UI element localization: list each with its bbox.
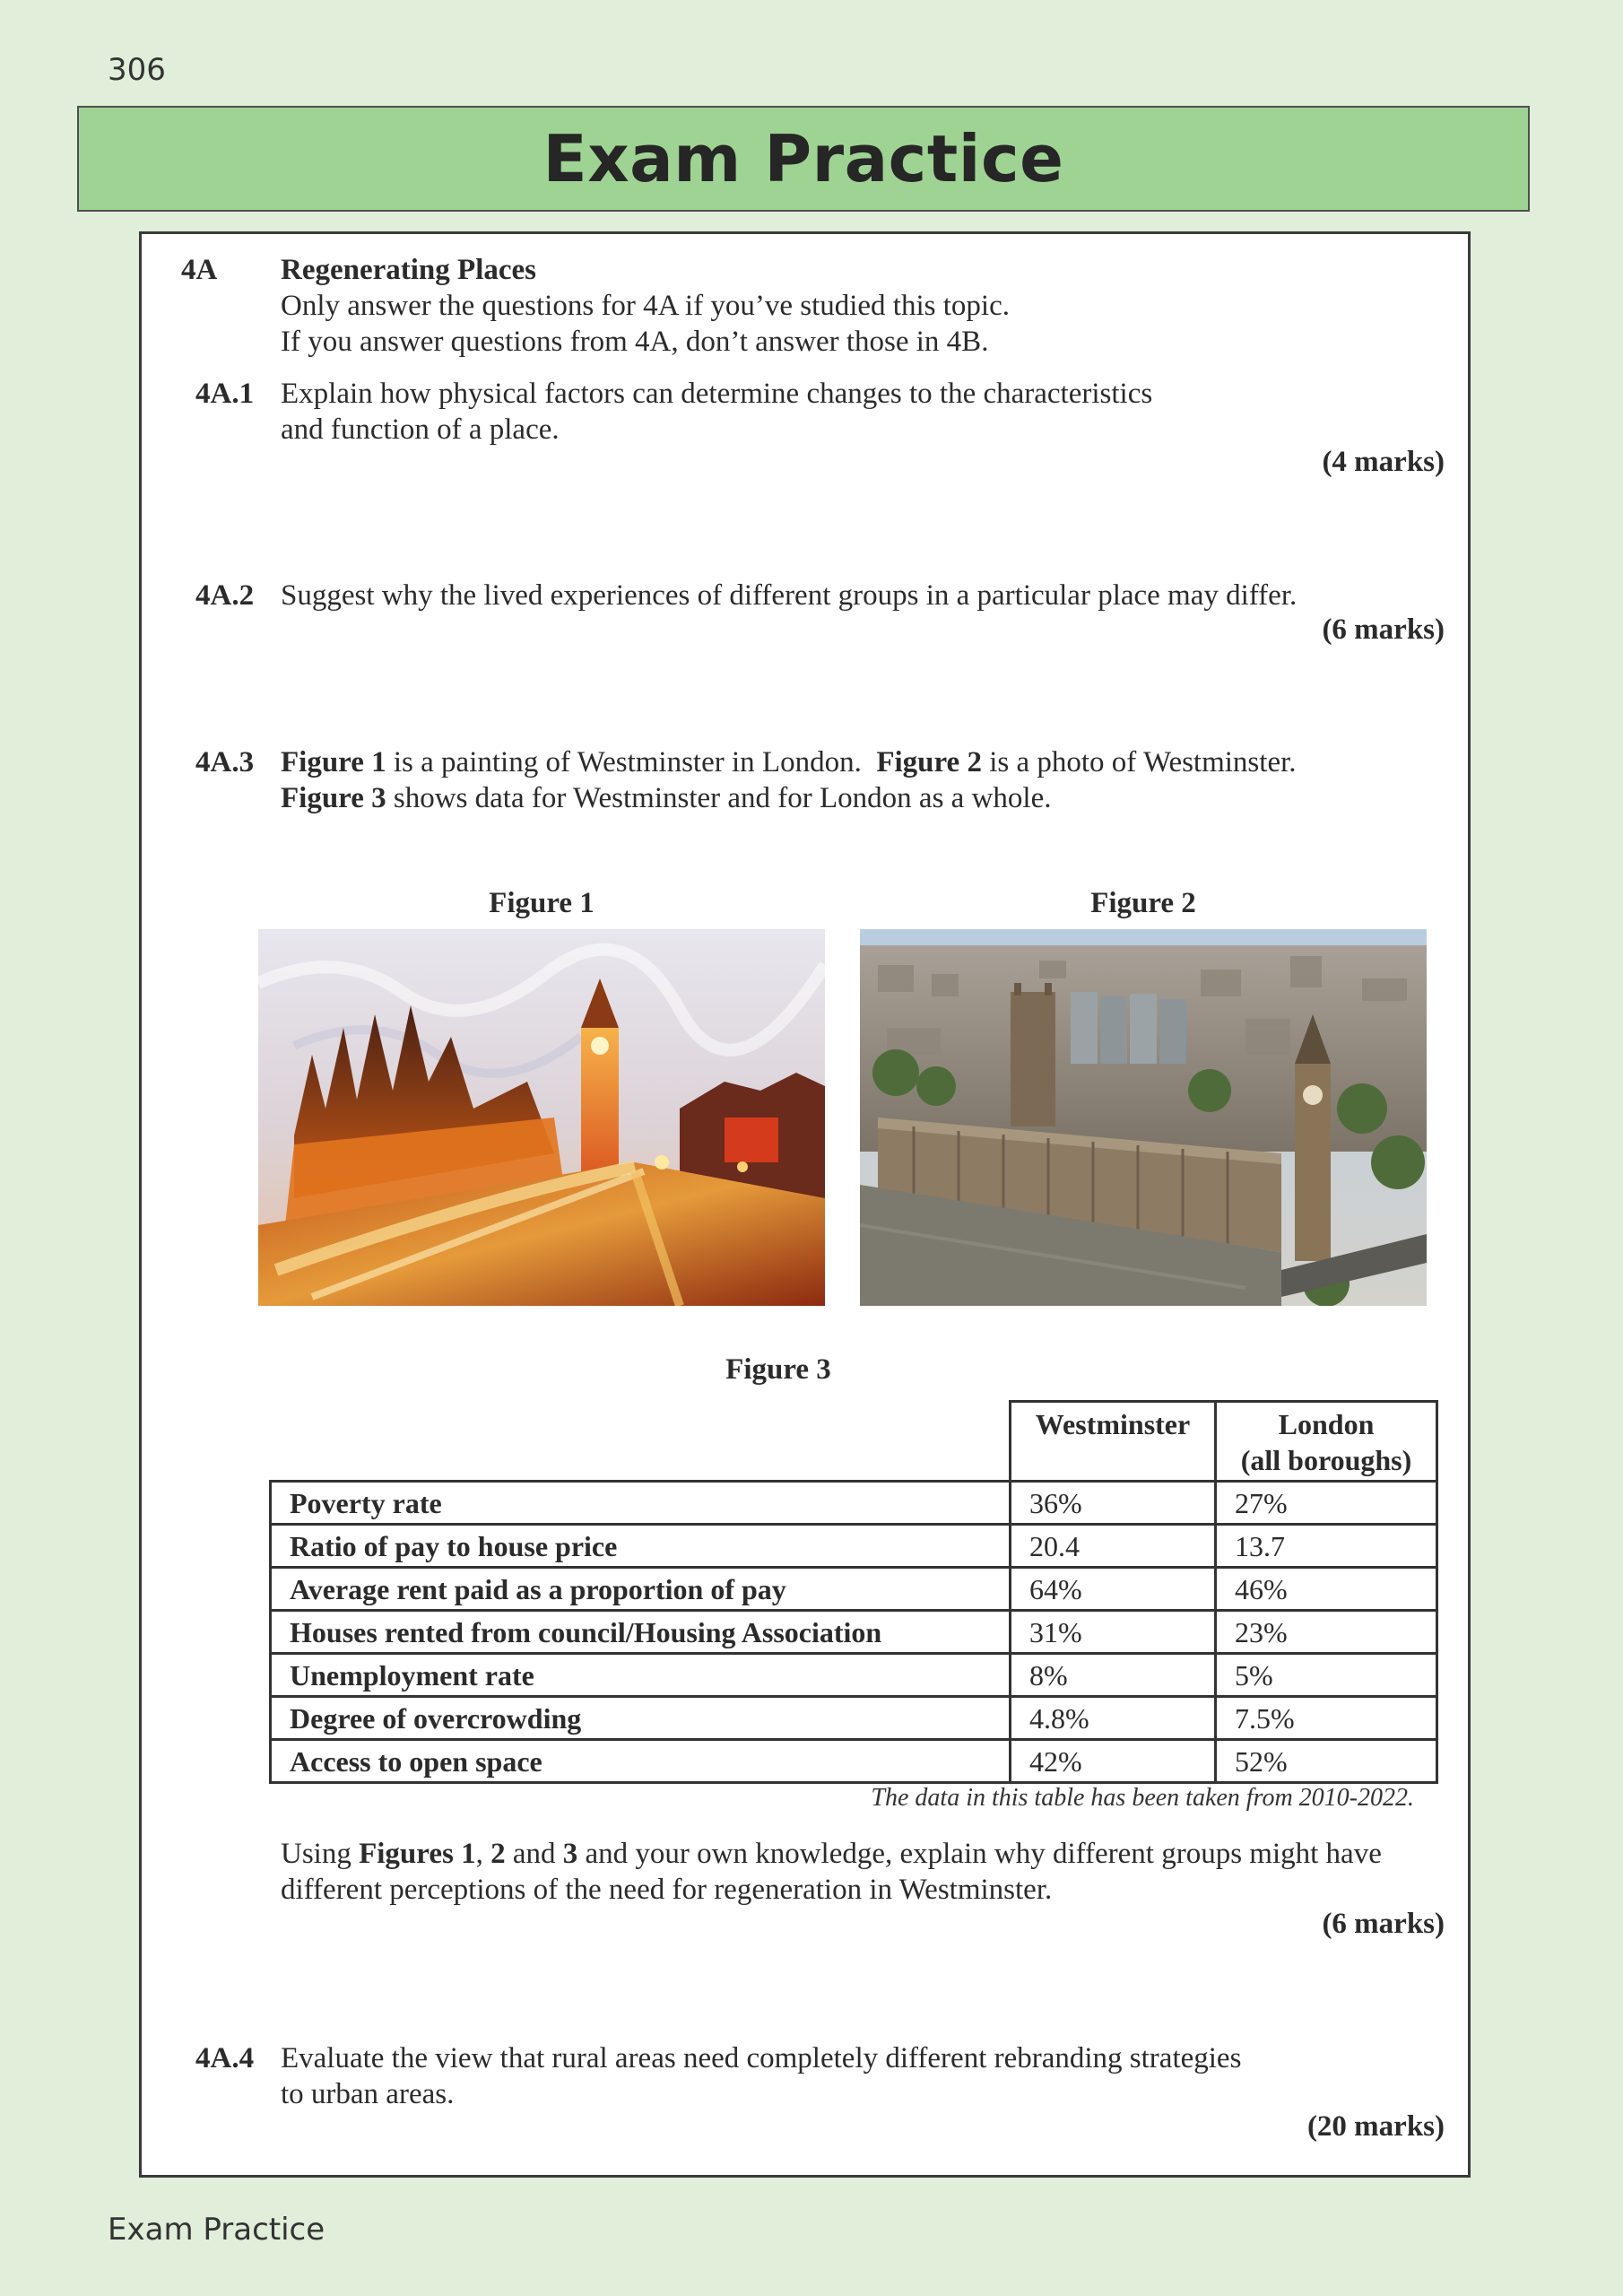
column-header-westminster: Westminster bbox=[1011, 1402, 1216, 1482]
row-label: Degree of overcrowding bbox=[271, 1697, 1011, 1740]
page-title: Exam Practice bbox=[542, 121, 1064, 196]
prompt-part-g: and your own knowledge, explain why different groups might have bbox=[577, 1838, 1382, 1870]
figure-2-caption: Figure 2 bbox=[1090, 887, 1196, 919]
table-source-note: The data in this table has been taken from 2010-2022. bbox=[871, 1784, 1414, 1812]
london-value: 46% bbox=[1216, 1568, 1437, 1611]
table-row bbox=[271, 1654, 1437, 1697]
question-4a3-prompt-line-2: different perceptions of the need for regeneration in Westminster. bbox=[281, 1874, 1053, 1906]
row-label: Ratio of pay to house price bbox=[271, 1525, 1011, 1568]
section-line-1: Only answer the questions for 4A if you’ve studied this topic. bbox=[281, 290, 1010, 322]
question-number-4a2: 4A.2 bbox=[195, 579, 255, 612]
row-label: Average rent paid as a proportion of pay bbox=[271, 1568, 1011, 1611]
column-header-london-line-2: (all boroughs) bbox=[1240, 1444, 1412, 1476]
section-line-2: If you answer questions from 4A, don’t answer those in 4B. bbox=[281, 326, 989, 358]
prompt-figure-2-ref: 2 bbox=[490, 1838, 506, 1870]
section-intro bbox=[281, 252, 1010, 360]
question-4a3-intro-line-1 bbox=[281, 744, 1297, 780]
question-4a3-marks: (6 marks) bbox=[1322, 1908, 1445, 1940]
london-value: 27% bbox=[1216, 1482, 1437, 1525]
table-header-blank bbox=[271, 1402, 1011, 1482]
question-paper bbox=[139, 231, 1471, 2178]
row-label: Access to open space bbox=[271, 1740, 1011, 1783]
question-4a1-line-2: and function of a place. bbox=[281, 413, 560, 446]
london-value: 52% bbox=[1216, 1740, 1437, 1783]
column-header-london-line-1: London bbox=[1278, 1408, 1375, 1440]
row-label: Unemployment rate bbox=[271, 1654, 1011, 1697]
section-title: Regenerating Places bbox=[281, 254, 536, 286]
table-header-row bbox=[271, 1402, 1437, 1482]
london-value: 5% bbox=[1216, 1654, 1437, 1697]
prompt-figures-ref: Figures 1 bbox=[359, 1838, 476, 1870]
row-label: Poverty rate bbox=[271, 1482, 1011, 1525]
table-row bbox=[271, 1568, 1437, 1611]
figure-3-data-table bbox=[269, 1400, 1438, 1784]
title-banner bbox=[77, 106, 1530, 212]
question-number-4a4: 4A.4 bbox=[195, 2042, 255, 2074]
westminster-value: 31% bbox=[1011, 1611, 1216, 1654]
prompt-part-c: , bbox=[475, 1838, 491, 1870]
figure-3-caption: Figure 3 bbox=[725, 1353, 831, 1386]
section-code: 4A bbox=[181, 254, 218, 286]
table-row bbox=[271, 1482, 1437, 1525]
question-4a1-text bbox=[281, 376, 1152, 448]
question-number-4a1: 4A.1 bbox=[195, 378, 255, 410]
question-4a4-text bbox=[281, 2040, 1241, 2112]
question-4a2-text: Suggest why the lived experiences of different groups in a particular place may differ. bbox=[281, 579, 1298, 612]
westminster-value: 20.4 bbox=[1011, 1525, 1216, 1568]
table-row bbox=[271, 1611, 1437, 1654]
intro-text-2: is a photo of Westminster. bbox=[981, 746, 1297, 778]
question-4a2-marks: (6 marks) bbox=[1322, 613, 1445, 646]
prompt-part-a: Using bbox=[281, 1838, 360, 1870]
question-number-4a3: 4A.3 bbox=[195, 746, 255, 778]
page-footer: Exam Practice bbox=[108, 2212, 325, 2248]
table-row bbox=[271, 1697, 1437, 1740]
westminster-value: 42% bbox=[1011, 1740, 1216, 1783]
row-label: Houses rented from council/Housing Association bbox=[271, 1611, 1011, 1654]
question-4a3-prompt bbox=[281, 1836, 1382, 1908]
question-4a3-prompt-line-1 bbox=[281, 1836, 1382, 1872]
question-4a4-line-1: Evaluate the view that rural areas need completely different rebranding strategies bbox=[281, 2042, 1242, 2074]
figure-2-reference: Figure 2 bbox=[876, 746, 982, 778]
westminster-value: 4.8% bbox=[1011, 1697, 1216, 1740]
westminster-value: 36% bbox=[1011, 1482, 1216, 1525]
london-value: 7.5% bbox=[1216, 1697, 1437, 1740]
question-4a3-intro bbox=[281, 744, 1297, 816]
westminster-value: 8% bbox=[1011, 1654, 1216, 1697]
prompt-part-e: and bbox=[505, 1838, 563, 1870]
question-4a1-line-1: Explain how physical factors can determine changes to the characteristics bbox=[281, 378, 1153, 410]
intro-text-3: shows data for Westminster and for London as a whole. bbox=[386, 782, 1052, 814]
figure-1-reference: Figure 1 bbox=[281, 746, 386, 778]
question-4a4-marks: (20 marks) bbox=[1306, 2110, 1445, 2143]
page-number: 306 bbox=[108, 52, 166, 88]
westminster-value: 64% bbox=[1011, 1568, 1216, 1611]
prompt-figure-3-ref: 3 bbox=[562, 1838, 578, 1870]
column-header-london bbox=[1216, 1402, 1437, 1482]
table-row bbox=[271, 1525, 1437, 1568]
figure-3-reference: Figure 3 bbox=[281, 782, 386, 814]
london-value: 13.7 bbox=[1216, 1525, 1437, 1568]
intro-text-1: is a painting of Westminster in London. bbox=[386, 746, 877, 778]
question-4a4-line-2: to urban areas. bbox=[281, 2078, 455, 2110]
table-row bbox=[271, 1740, 1437, 1783]
figure-1-painting-image bbox=[258, 929, 825, 1306]
question-4a1-marks: (4 marks) bbox=[1322, 446, 1445, 478]
london-value: 23% bbox=[1216, 1611, 1437, 1654]
question-4a3-intro-line-2 bbox=[281, 780, 1297, 816]
figure-1-caption: Figure 1 bbox=[489, 887, 595, 919]
figure-2-photo-image bbox=[860, 929, 1427, 1306]
